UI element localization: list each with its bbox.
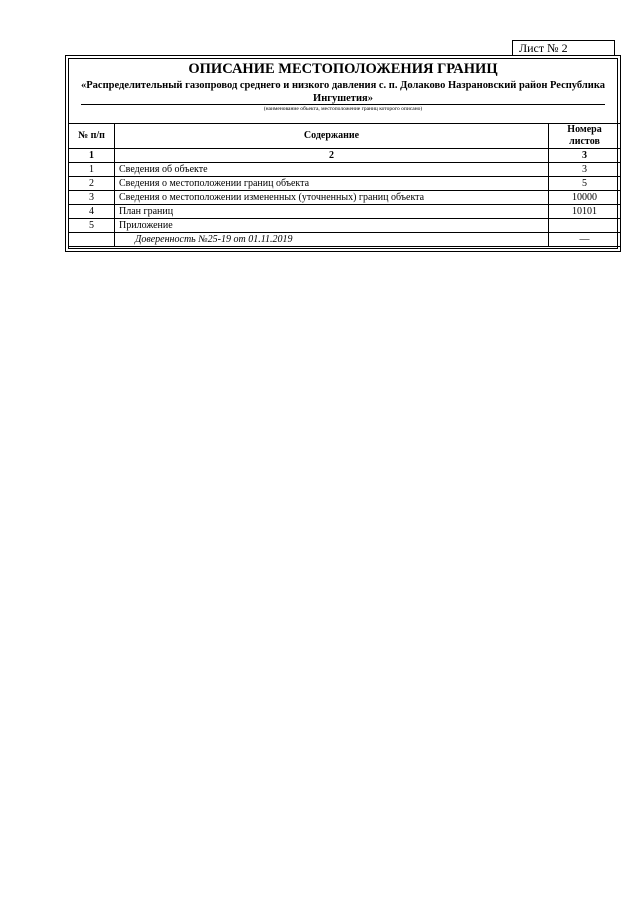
row-pages: 10000 (549, 191, 621, 205)
attachment-row (69, 233, 621, 247)
row-num: 2 (69, 177, 115, 191)
header-pages: Номера листов (549, 124, 621, 149)
row-content: Сведения о местоположении измененных (уточненных) границ объекта (115, 191, 549, 205)
underline-rule (81, 104, 605, 105)
object-name-caption: (наименование объекта, местоположение границ которого описано) (263, 106, 423, 112)
document-inner-frame (68, 58, 618, 249)
column-number: 1 (69, 149, 115, 163)
row-num: 1 (69, 163, 115, 177)
row-num: 4 (69, 205, 115, 219)
document-title: ОПИСАНИЕ МЕСТОПОЛОЖЕНИЯ ГРАНИЦ (188, 61, 498, 77)
sheet-number-box: Лист № 2 (512, 40, 615, 56)
document-frame (65, 55, 621, 252)
table-row (69, 177, 621, 191)
contents-table (68, 123, 621, 247)
document-header (69, 59, 617, 125)
column-number-row (69, 149, 621, 163)
object-name: «Распределительный газопровод среднего и низкого давления с. п. Долаково Назрановский район Республика Ингушетия» (81, 80, 605, 104)
attachment-content: Доверенность №25-19 от 01.11.2019 (115, 233, 549, 247)
table-row (69, 205, 621, 219)
header-content: Содержание (115, 124, 549, 149)
table-row (69, 191, 621, 205)
attachment-pages: — (549, 233, 621, 247)
row-num: 5 (69, 219, 115, 233)
header-num: № п/п (69, 124, 115, 149)
row-num: 3 (69, 191, 115, 205)
table-header-row (69, 124, 621, 149)
row-pages: 10101 (549, 205, 621, 219)
table-row (69, 163, 621, 177)
row-pages: 3 (549, 163, 621, 177)
column-number: 2 (115, 149, 549, 163)
row-num-empty (69, 233, 115, 247)
column-number: 3 (549, 149, 621, 163)
row-pages: 5 (549, 177, 621, 191)
row-content: Сведения об объекте (115, 163, 549, 177)
row-content: План границ (115, 205, 549, 219)
row-pages (549, 219, 621, 233)
row-content: Приложение (115, 219, 549, 233)
table-row (69, 219, 621, 233)
row-content: Сведения о местоположении границ объекта (115, 177, 549, 191)
